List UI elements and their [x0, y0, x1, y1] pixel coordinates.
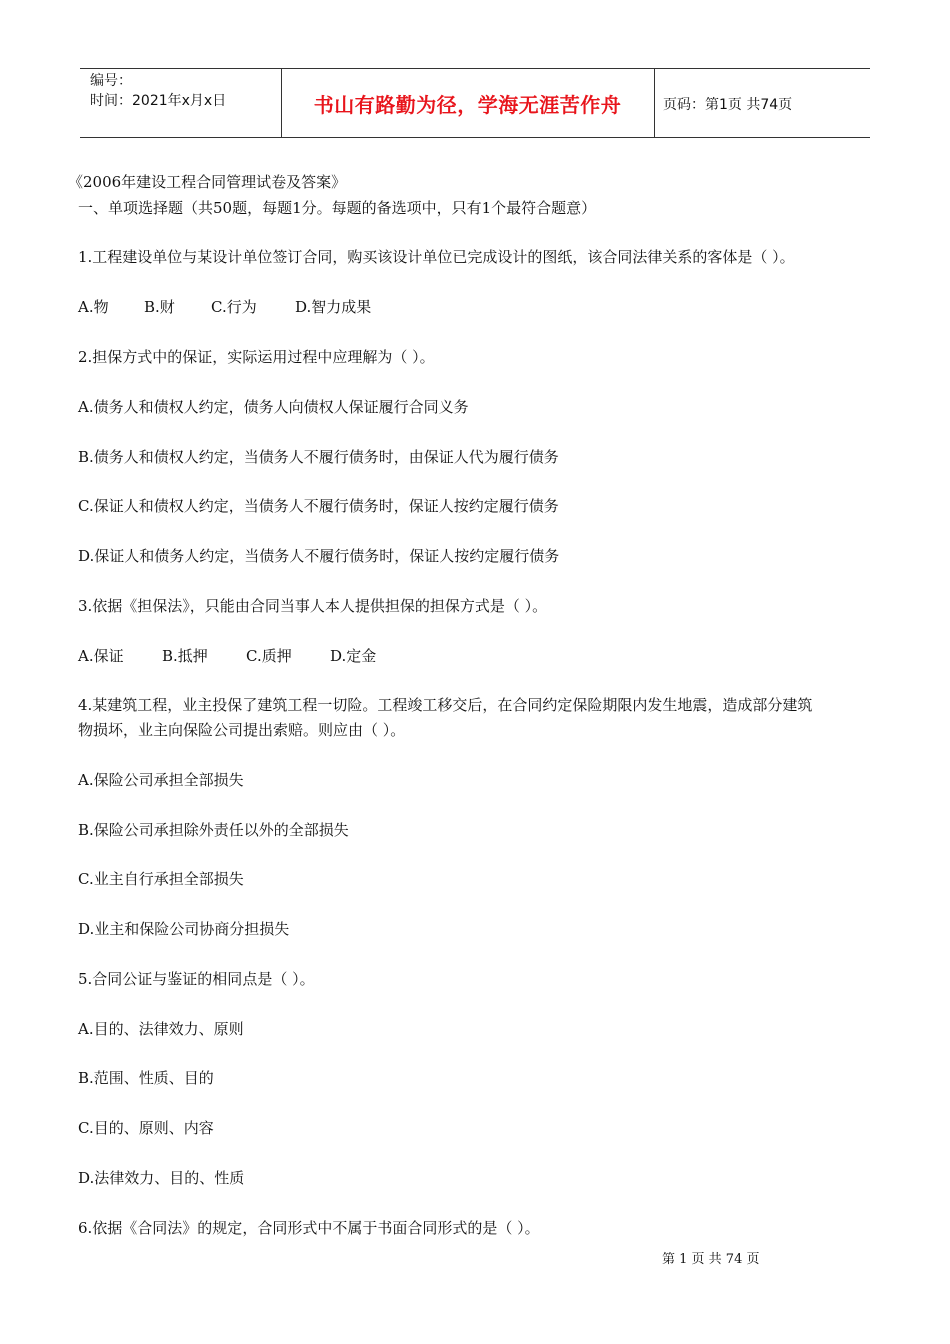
option: A.保证 — [78, 647, 124, 665]
section-heading: 一、单项选择题（共50题，每题1分。每题的备选项中，只有1个最符合题意） — [78, 199, 597, 217]
option: D.定金 — [330, 647, 377, 665]
header-divider — [654, 69, 655, 137]
question-5-option-d: D.法律效力、目的、性质 — [78, 1169, 245, 1187]
document-title: 《2006年建设工程合同管理试卷及答案》 — [68, 173, 347, 191]
question-4-line-2: 物损坏，业主向保险公司提出索赔。则应由（ ）。 — [78, 721, 406, 739]
question-2-option-c: C.保证人和债权人约定，当债务人不履行债务时，保证人按约定履行债务 — [78, 497, 559, 515]
question-4-option-b: B.保险公司承担除外责任以外的全部损失 — [78, 821, 349, 839]
question-2-option-b: B.债务人和债权人约定，当债务人不履行债务时，由保证人代为履行债务 — [78, 448, 559, 466]
header-meta — [90, 71, 226, 111]
question-3: 3.依据《担保法》，只能由合同当事人本人提供担保的担保方式是（ ）。 — [78, 597, 548, 615]
document-header — [80, 68, 870, 138]
question-5-option-c: C.目的、原则、内容 — [78, 1119, 214, 1137]
date-label: 时间：2021年x月x日 — [90, 93, 227, 109]
question-5-option-b: B.范围、性质、目的 — [78, 1069, 214, 1087]
option: D.智力成果 — [295, 298, 372, 316]
option: B.抵押 — [162, 647, 208, 665]
question-5-option-a: A.目的、法律效力、原则 — [78, 1020, 244, 1038]
question-4-option-d: D.业主和保险公司协商分担损失 — [78, 920, 290, 938]
question-1: 1.工程建设单位与某设计单位签订合同，购买该设计单位已完成设计的图纸，该合同法律关系的客体是（ ）。 — [78, 248, 795, 266]
question-4-line-1: 4.某建筑工程，业主投保了建筑工程一切险。工程竣工移交后，在合同约定保险期限内发生地震，造成部分建筑 — [78, 696, 813, 714]
question-1-options — [78, 296, 371, 317]
question-2: 2.担保方式中的保证，实际运用过程中应理解为（ ）。 — [78, 348, 435, 366]
header-motto: 书山有路勤为径，学海无涯苦作舟 — [313, 92, 622, 117]
question-5: 5.合同公证与鉴证的相同点是（ ）。 — [78, 970, 315, 988]
option: A.物 — [78, 298, 109, 316]
page-footer: 第 1 页 共 74 页 — [662, 1252, 760, 1267]
question-4-option-a: A.保险公司承担全部损失 — [78, 771, 244, 789]
option: C.行为 — [211, 298, 257, 316]
question-2-option-a: A.债务人和债权人约定，债务人向债权人保证履行合同义务 — [78, 398, 469, 416]
option: B.财 — [144, 298, 175, 316]
option: C.质押 — [246, 647, 292, 665]
question-6: 6.依据《合同法》的规定，合同形式中不属于书面合同形式的是（ ）。 — [78, 1219, 540, 1237]
question-3-options — [78, 645, 376, 666]
number-label: 编号： — [90, 73, 132, 89]
question-2-option-d: D.保证人和债务人约定，当债务人不履行债务时，保证人按约定履行债务 — [78, 547, 560, 565]
header-page-info: 页码：第1页 共74页 — [663, 97, 793, 113]
question-4-option-c: C.业主自行承担全部损失 — [78, 870, 244, 888]
